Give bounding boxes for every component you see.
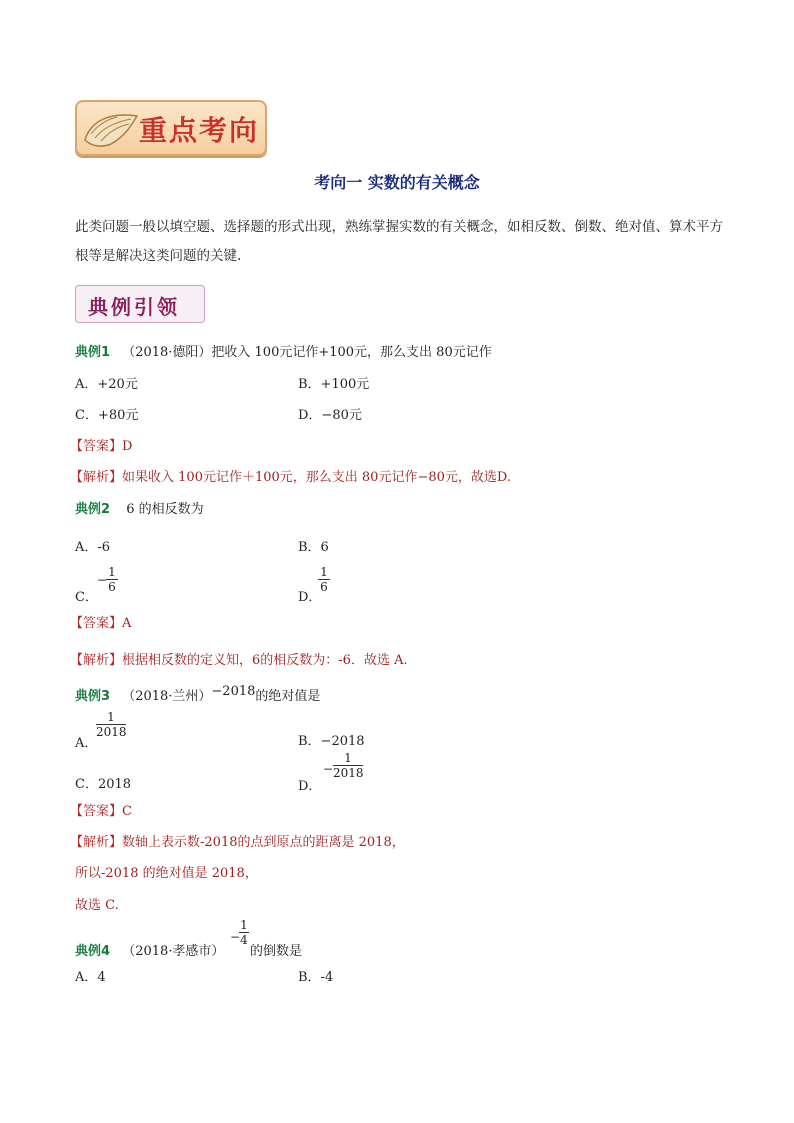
option-b: B．-4 <box>298 970 334 985</box>
answer-value: A <box>122 616 132 631</box>
badge-label: 典例引领 <box>88 295 180 319</box>
example-1-label: 典例1 <box>75 345 111 360</box>
example-3-question-post: 的绝对值是 <box>255 689 321 704</box>
fraction: 1 4 <box>240 918 248 947</box>
analysis-line <box>70 466 511 485</box>
section-banner <box>75 100 267 156</box>
example-1-stem <box>75 341 492 360</box>
section-title: 考向一 实数的有关概念 <box>314 173 480 192</box>
fraction: 1 6 <box>106 565 118 594</box>
minus-sign: − <box>323 762 334 776</box>
option-a: A．4 <box>75 970 106 985</box>
fraction: 1 2018 <box>333 751 364 780</box>
answer-line <box>70 800 132 819</box>
answer-line <box>70 435 132 454</box>
intro-paragraph: 此类问题一般以填空题、选择题的形式出现，熟练掌握实数的有关概念，如相反数、倒数、绝对值、算术平方根等是解决这类问题的关键. <box>75 219 723 264</box>
analysis-text-2: 所以-2018 的绝对值是 2018， <box>75 866 258 881</box>
example-4-question-post: 的倒数是 <box>250 944 303 959</box>
conch-shell-icon <box>81 106 141 150</box>
analysis-label: 【解析】 <box>70 470 123 485</box>
option-c: C．+80元 <box>75 408 139 423</box>
answer-label: 【答案】 <box>70 804 123 819</box>
analysis-line <box>70 831 405 850</box>
option-d: D．−80元 <box>298 408 362 423</box>
example-2-stem <box>75 498 204 517</box>
analysis-text: 数轴上表示数-2018的点到原点的距离是 2018， <box>122 835 405 850</box>
analysis-line <box>70 649 408 668</box>
option-c-prefix: C． <box>75 590 98 605</box>
option-a: A．-6 <box>75 540 111 555</box>
analysis-text: 根据相反数的定义知，6的相反数为：-6．故选 A. <box>122 653 408 668</box>
answer-line <box>70 612 131 631</box>
option-b: B．−2018 <box>298 734 365 749</box>
answer-label: 【答案】 <box>70 439 123 454</box>
example-2-label: 典例2 <box>75 502 111 517</box>
option-d-prefix: D． <box>298 590 322 605</box>
example-3-stem <box>75 685 320 704</box>
option-c: C．2018 <box>75 777 132 792</box>
answer-value: C <box>122 804 132 819</box>
example-badge <box>75 285 205 323</box>
example-4-label: 典例4 <box>75 944 111 959</box>
analysis-label: 【解析】 <box>70 653 123 668</box>
option-d-prefix: D． <box>298 779 322 794</box>
fraction: 1 2018 <box>96 710 127 739</box>
example-2-question: 6 的相反数为 <box>126 502 204 517</box>
minus-sign: − <box>97 573 108 587</box>
example-3-question-number: −2018 <box>211 684 256 699</box>
option-b: B．+100元 <box>298 377 370 392</box>
example-4-stem <box>75 940 224 959</box>
answer-value: D <box>122 439 133 454</box>
analysis-text-3: 故选 C. <box>75 898 119 913</box>
fraction: 1 6 <box>318 565 330 594</box>
option-a: A．+20元 <box>75 377 138 392</box>
example-3-label: 典例3 <box>75 689 111 704</box>
example-3-question-pre: （2018·兰州） <box>122 689 212 704</box>
analysis-label: 【解析】 <box>70 835 123 850</box>
example-1-question: （2018·德阳）把收入 100元记作+100元，那么支出 80元记作 <box>122 345 492 360</box>
banner-title: 重点考向 <box>139 114 260 147</box>
option-b: B．6 <box>298 540 329 555</box>
answer-label: 【答案】 <box>70 616 123 631</box>
minus-sign: − <box>230 930 241 944</box>
option-a-prefix: A． <box>75 736 98 751</box>
example-4-question-pre: （2018·孝感市） <box>122 944 225 959</box>
analysis-text: 如果收入 100元记作＋100元，那么支出 80元记作−80元，故选D. <box>122 470 511 485</box>
